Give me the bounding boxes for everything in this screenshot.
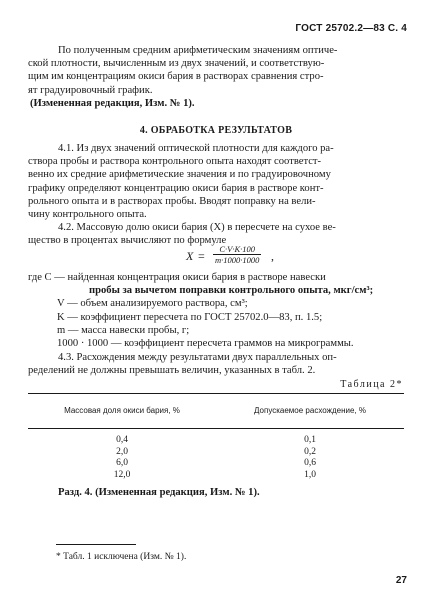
footnote-rule	[56, 544, 136, 545]
intro-line: ят градуировочный график.	[28, 84, 153, 96]
variable-definitions	[28, 271, 408, 350]
formula-denominator: m·1000·1000	[215, 255, 260, 265]
p41-line: чину контрольного опыта.	[28, 209, 147, 221]
section-title: 4. ОБРАБОТКА РЕЗУЛЬТАТОВ	[139, 125, 293, 136]
p41-line: графику определяют концентрацию окиси бария в растворе конт-	[28, 182, 324, 194]
table-cell: 12,0	[113, 469, 131, 480]
table-cell: 2,0	[116, 446, 128, 457]
table-cell: 0,1	[304, 435, 316, 445]
table-cell: 1,0	[304, 469, 316, 480]
table-caption: Таблица 2*	[340, 379, 403, 390]
intro-line: ской плотности, вычисленным из двух значений, и соответствую-	[28, 58, 325, 70]
formula-fraction	[213, 244, 261, 265]
table-cell: 0,6	[304, 458, 316, 468]
definition-m: m — масса навески пробы, г;	[57, 324, 190, 336]
p42-line: 4.2. Массовую долю окиси бария (X) в пересчете на сухое ве-	[58, 222, 336, 233]
section-amendment: Разд. 4. (Измененная редакция, Изм. № 1).	[58, 487, 260, 498]
table-column-1	[28, 435, 216, 481]
intro-paragraph	[28, 44, 404, 110]
p41-line: рольного опыта и в растворах пробы. Вводят поправку на вели-	[28, 195, 316, 207]
table-column-2	[216, 435, 404, 481]
page-header: ГОСТ 25702.2—83 С. 4	[295, 23, 407, 34]
formula	[0, 244, 427, 270]
footnote: * Табл. 1 исключена (Изм. № 1).	[56, 552, 187, 562]
table-cell: 0,2	[304, 446, 316, 457]
table-header-row	[28, 394, 404, 428]
formula-comma: ,	[271, 249, 274, 263]
definition-c-line1: где C — найденная концентрация окиси бария в растворе навески	[28, 272, 326, 283]
p41-line: 4.1. Из двух значений оптической плотности для каждого ра-	[58, 143, 334, 154]
table-cell: 6,0	[116, 458, 128, 468]
intro-amendment: (Измененная редакция, Изм. № 1).	[30, 97, 195, 109]
table-cell: 0,4	[116, 435, 128, 445]
data-table	[28, 393, 404, 481]
table-header-cell: Массовая доля окиси бария, %	[64, 406, 180, 416]
p42-line: щество в процентах вычисляют по формуле	[28, 235, 227, 247]
table-body	[28, 429, 404, 481]
formula-numerator: C·V·K·100	[213, 244, 261, 255]
p43-line: ределений не должны превышать величин, указанных в табл. 2.	[28, 365, 316, 377]
p41-line: створа пробы и раствора контрольного опыта находят соответст-	[28, 156, 322, 168]
intro-line: щим им концентрациям окиси бария в растворах сравнения стро-	[28, 71, 324, 83]
definition-v: V — объем анализируемого раствора, см³;	[57, 298, 248, 310]
definition-coef: 1000 · 1000 — коэффициент пересчета граммов на микрограммы.	[57, 337, 354, 349]
paragraph-4-3	[28, 351, 404, 377]
paragraph-4-1	[28, 142, 404, 221]
formula-equals: =	[198, 249, 205, 263]
p43-line: 4.3. Расхождения между результатами двух параллельных оп-	[58, 352, 337, 363]
formula-lhs: X	[186, 249, 194, 263]
definition-k: K — коэффициент пересчета по ГОСТ 25702.0—83, п. 1.5;	[57, 311, 323, 323]
intro-line: По полученным средним арифметическим значениям оптиче-	[58, 45, 338, 56]
definition-c-line2: пробы за вычетом поправки контрольного опыта, мкг/см³;	[89, 285, 374, 297]
p41-line: венно их средние арифметические значения и по градуировочному	[28, 169, 331, 181]
table-header-cell: Допускаемое расхождение, %	[254, 406, 366, 416]
page-number: 27	[395, 575, 407, 586]
